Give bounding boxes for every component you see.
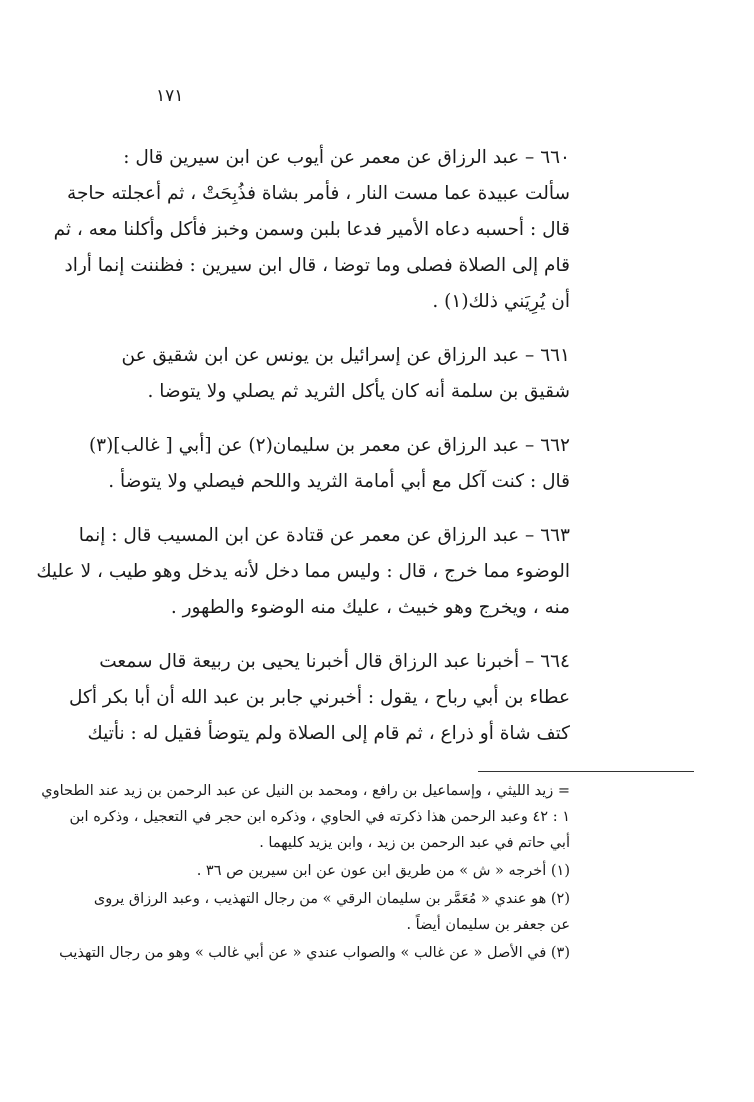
hadith-664 bbox=[69, 644, 570, 752]
hadith-661 bbox=[121, 338, 570, 410]
text-line: ٦٦٢ – عبد الرزاق عن معمر بن سليمان(٢) عن [أبي [ غالب](٣) bbox=[88, 435, 570, 456]
text-line: كتف شاة أو ذراع ، ثم قام إلى الصلاة ولم يتوضأ فقيل له : نأتيك bbox=[87, 723, 570, 744]
text-line: قال : كنت آكل مع أبي أمامة الثريد واللحم فيصلي ولا يتوضأ . bbox=[108, 471, 570, 492]
text-line: شقيق بن سلمة أنه كان يأكل الثريد ثم يصلي ولا يتوضا . bbox=[147, 381, 570, 402]
footnote-2-cont: عن جعفر بن سليمان أيضاً . bbox=[406, 917, 570, 933]
hadith-660 bbox=[53, 140, 570, 320]
text-line: قال : أحسبه دعاه الأمير فدعا بلبن وسمن وخبز فأكل وأكلنا معه ، ثم bbox=[53, 219, 570, 240]
footnote-continuation-line: ١ : ٤٢ وعبد الرحمن هذا ذكرته في الحاوي ، وذكره ابن حجر في التعجيل ، وذكره ابن bbox=[69, 809, 570, 825]
text-line: أن يُرِيَني ذلك(١) . bbox=[432, 291, 570, 312]
text-line: ٦٦٤ – أخبرنا عبد الرزاق قال أخبرنا يحيى بن ربيعة قال سمعت bbox=[99, 651, 570, 672]
main-text bbox=[36, 140, 570, 770]
text-line: عطاء بن أبي رباح ، يقول : أخبرني جابر بن عبد الله أن أبا بكر أكل bbox=[69, 687, 570, 708]
hadith-663 bbox=[36, 518, 570, 626]
footnote-1: (١) أخرجه « ش » من طريق ابن عون عن ابن سيرين ص ٣٦ . bbox=[196, 863, 570, 879]
hadith-662 bbox=[88, 428, 570, 500]
footnotes bbox=[41, 778, 570, 966]
text-line: سألت عبيدة عما مست النار ، فأمر بشاة فذُبِحَتْ ، ثم أعجلته حاجة bbox=[67, 183, 570, 204]
page-number: ١٧١ bbox=[156, 86, 184, 106]
footnote-divider bbox=[478, 771, 694, 772]
footnote-continuation-line: أبي حاتم في عبد الرحمن بن زيد ، وابن يزيد كليهما . bbox=[259, 835, 570, 851]
text-line: الوضوء مما خرج ، قال : وليس مما دخل لأنه يدخل وهو طيب ، لا عليك bbox=[36, 561, 570, 582]
text-line: ٦٦١ – عبد الرزاق عن إسرائيل بن يونس عن ابن شقيق عن bbox=[121, 345, 570, 366]
footnote-continuation-line: = زيد الليثي ، وإسماعيل بن رافع ، ومحمد بن النيل عن عبد الرحمن بن زيد عند الطحاوي bbox=[41, 783, 570, 799]
footnote-3: (٣) في الأصل « عن غالب » والصواب عندي « عن أبي غالب » وهو من رجال التهذيب bbox=[59, 945, 570, 961]
text-line: منه ، ويخرج وهو خبيث ، عليك منه الوضوء والطهور . bbox=[170, 597, 570, 618]
text-line: ٦٦٠ – عبد الرزاق عن معمر عن أيوب عن ابن سيرين قال : bbox=[123, 147, 570, 168]
text-line: ٦٦٣ – عبد الرزاق عن معمر عن قتادة عن ابن المسيب قال : إنما bbox=[78, 525, 570, 546]
footnote-2: (٢) هو عندي « مُعَمَّر بن سليمان الرقي » من رجال التهذيب ، وعبد الرزاق يروى bbox=[93, 891, 570, 907]
text-line: قام إلى الصلاة فصلى وما توضا ، قال ابن سيرين : فظننت إنما أراد bbox=[64, 255, 570, 276]
